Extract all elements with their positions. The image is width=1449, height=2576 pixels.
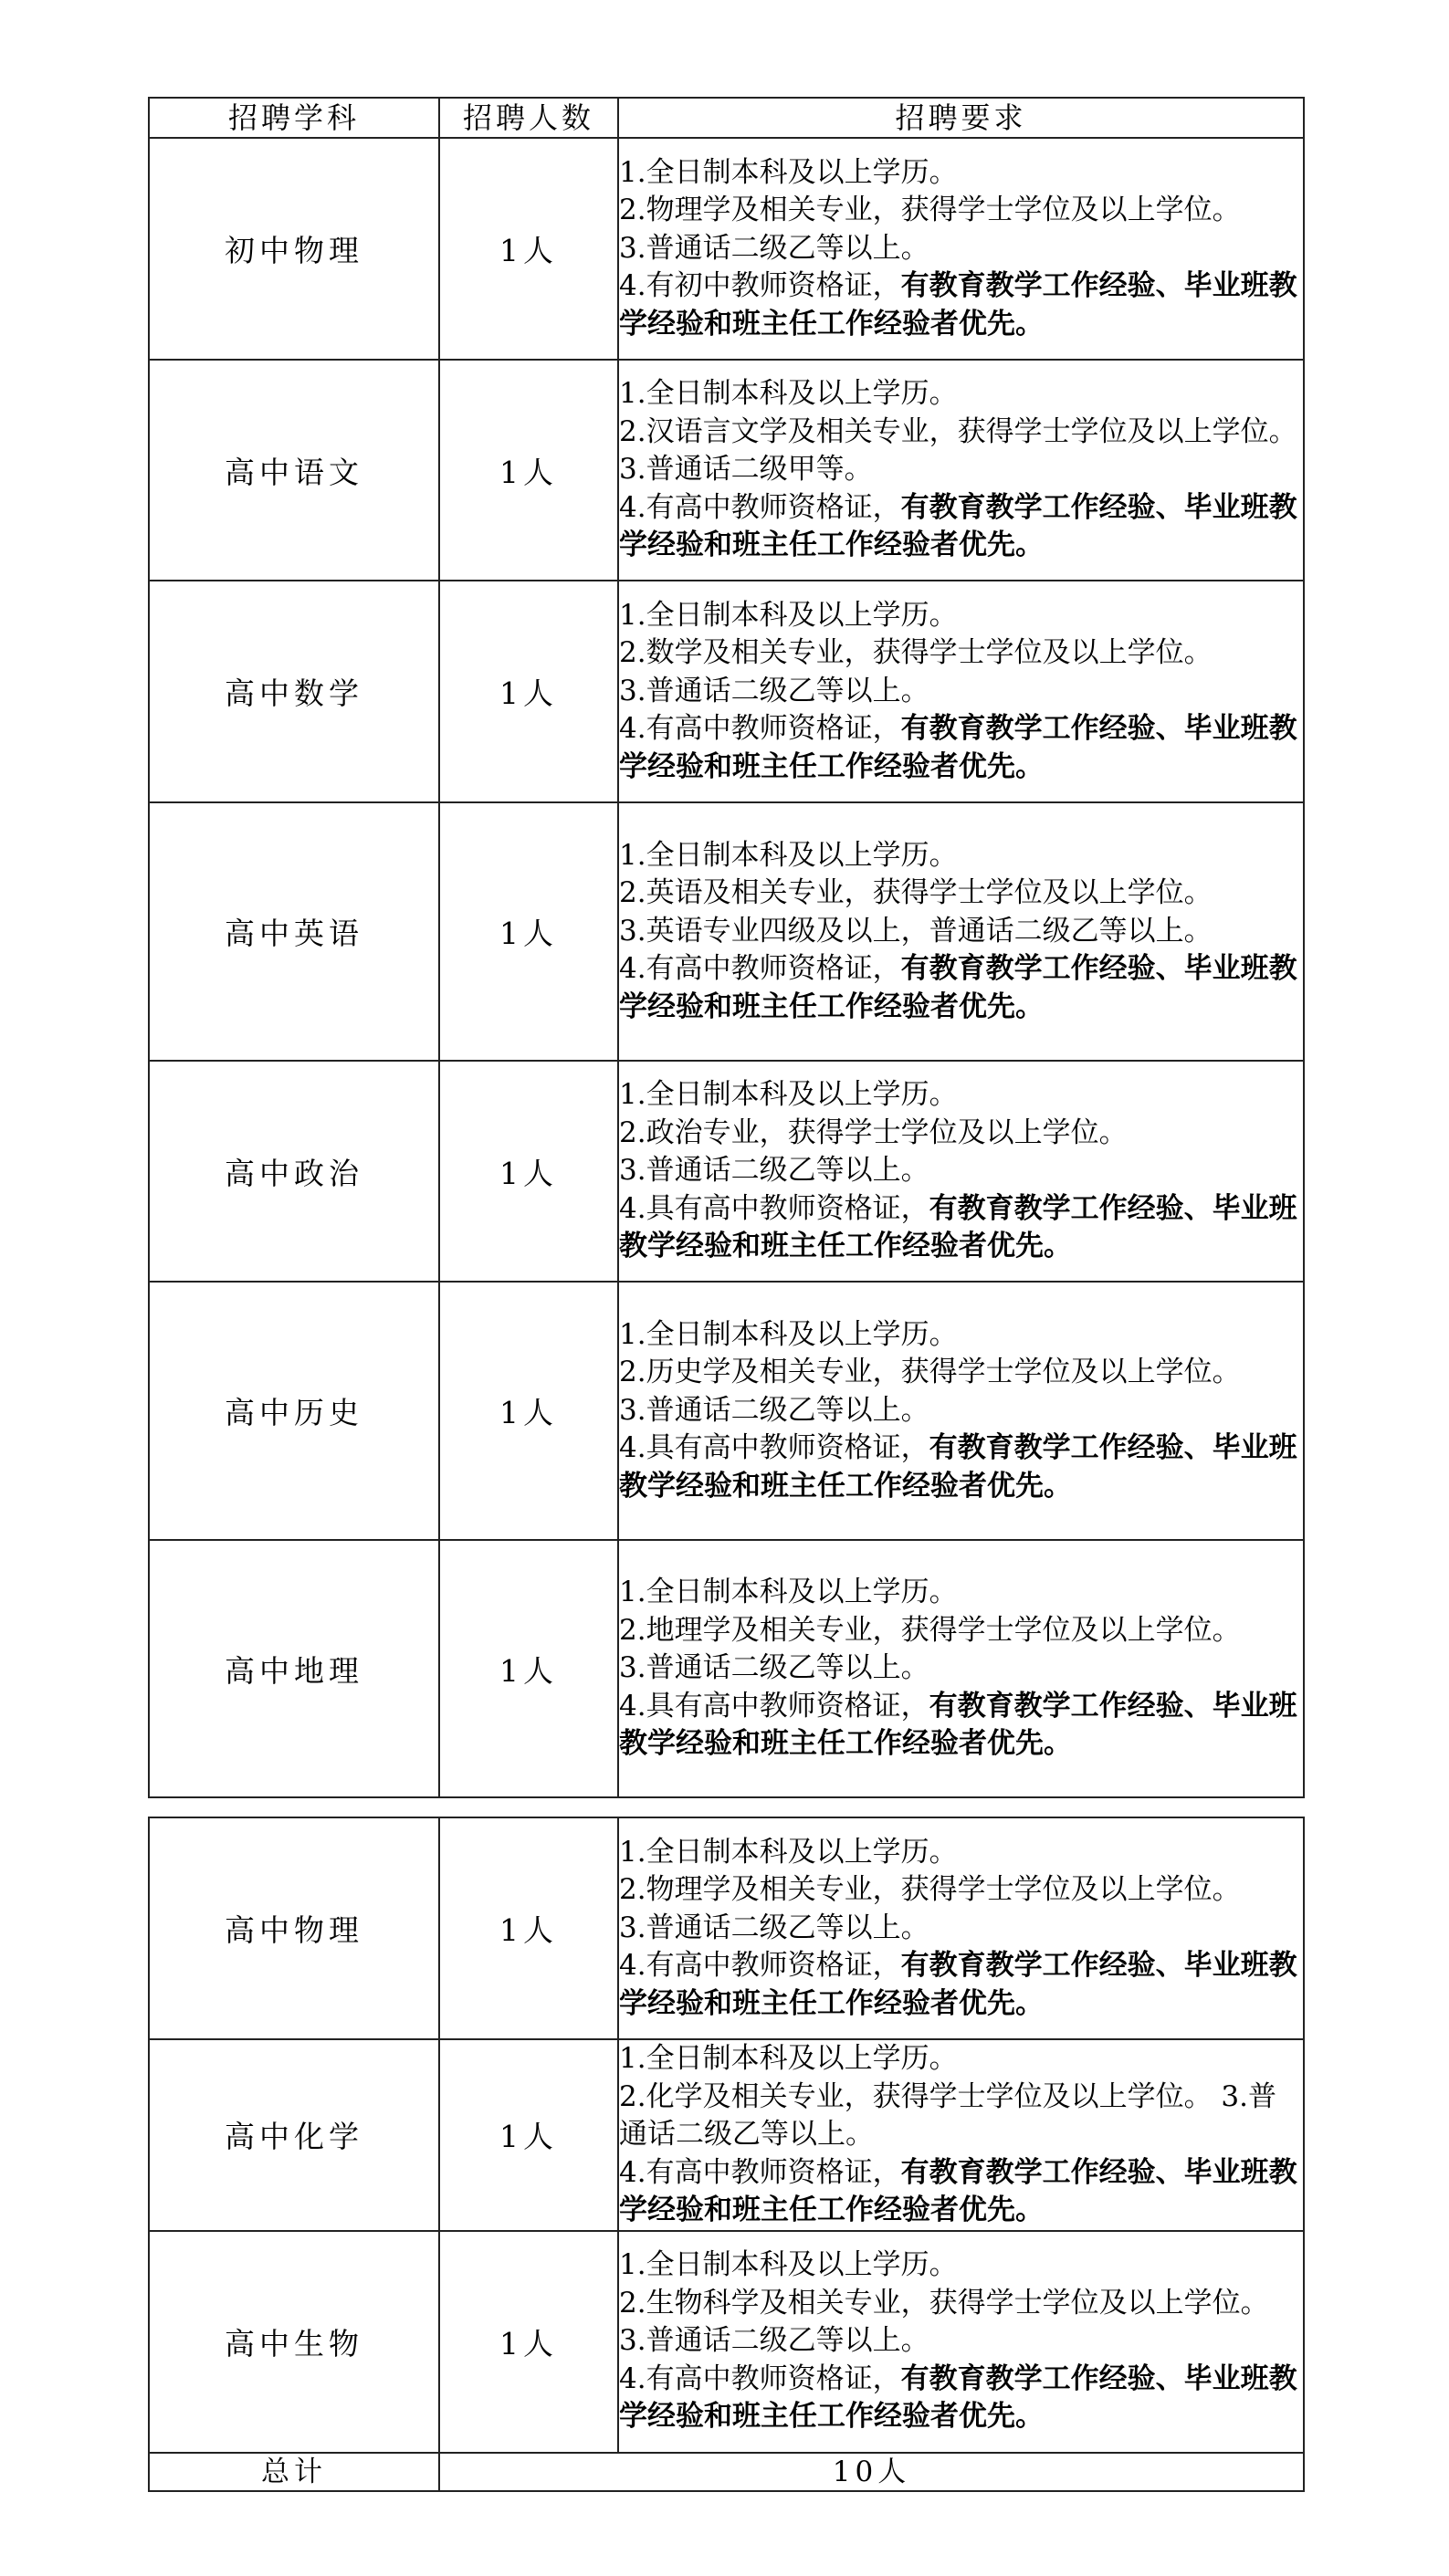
count-cell: 1人 [439,581,618,802]
req-line: 1.全日制本科及以上学历。 [619,838,958,872]
req-line: 2.生物科学及相关专业，获得学士学位及以上学位。 [619,2286,1269,2319]
req-line: 1.全日制本科及以上学历。 [619,155,958,189]
count-cell: 1人 [439,2231,618,2453]
table-row [149,138,1304,360]
subject-cell: 初中物理 [149,138,439,360]
subject-cell: 高中历史 [149,1282,439,1540]
req-line: 3.普通话二级乙等以上。 [619,1651,929,1685]
requirements-cell [618,138,1304,360]
recruitment-table-main [148,97,1305,1798]
count-cell: 1人 [439,2039,618,2231]
req-line: 1.全日制本科及以上学历。 [619,1317,958,1351]
subject-cell: 高中语文 [149,360,439,581]
req-line: 4.有高中教师资格证，有教育教学工作经验、毕业班教学经验和班主任工作经验者优先。 [619,2155,1297,2226]
req-line: 4.具有高中教师资格证，有教育教学工作经验、毕业班教学经验和班主任工作经验者优先。 [619,1431,1297,1503]
preferred-note: 有教育教学工作经验、毕业班教学经验和班主任工作经验者优先。 [619,269,1297,340]
req-line: 2.政治专业，获得学士学位及以上学位。 [619,1115,1128,1149]
preferred-note: 有教育教学工作经验、毕业班教学经验和班主任工作经验者优先。 [619,712,1297,783]
req-line: 4.有高中教师资格证，有教育教学工作经验、毕业班教学经验和班主任工作经验者优先。 [619,712,1297,783]
table-row [149,581,1304,802]
requirements-cell [618,581,1304,802]
req-line: 4.有高中教师资格证，有教育教学工作经验、毕业班教学经验和班主任工作经验者优先。 [619,490,1297,562]
table-row [149,1061,1304,1282]
table-row [149,360,1304,581]
req-line: 3.普通话二级乙等以上。 [619,1393,929,1427]
req-line: 1.全日制本科及以上学历。 [619,1835,958,1869]
req-line: 4.有高中教师资格证，有教育教学工作经验、毕业班教学经验和班主任工作经验者优先。 [619,2361,1297,2434]
preferred-note: 有教育教学工作经验、毕业班教学经验和班主任工作经验者优先。 [619,952,1297,1023]
req-line: 3.英语专业四级及以上，普通话二级乙等以上。 [619,914,1213,948]
req-line: 4.具有高中教师资格证，有教育教学工作经验、毕业班教学经验和班主任工作经验者优先。 [619,1689,1297,1761]
req-line: 1.全日制本科及以上学历。 [619,2042,958,2075]
requirements-cell [618,802,1304,1061]
preferred-note: 有教育教学工作经验、毕业班教学经验和班主任工作经验者优先。 [619,1431,1297,1503]
req-line: 4.具有高中教师资格证，有教育教学工作经验、毕业班教学经验和班主任工作经验者优先。 [619,1191,1297,1263]
requirements-cell [618,360,1304,581]
header-count: 招聘人数 [439,98,618,138]
table-row [149,1540,1304,1797]
count-cell: 1人 [439,1282,618,1540]
req-line: 4.有高中教师资格证，有教育教学工作经验、毕业班教学经验和班主任工作经验者优先。 [619,1949,1297,2020]
req-line: 3.普通话二级乙等以上。 [619,1911,929,1944]
req-line: 2.地理学及相关专业，获得学士学位及以上学位。 [619,1613,1241,1647]
requirements-cell [618,2039,1304,2231]
req-line: 1.全日制本科及以上学历。 [619,377,958,411]
req-line: 2.物理学及相关专业，获得学士学位及以上学位。 [619,1873,1241,1907]
req-line: 2.化学及相关专业，获得学士学位及以上学位。 3.普通话二级乙等以上。 [619,2079,1277,2151]
preferred-note: 有教育教学工作经验、毕业班教学经验和班主任工作经验者优先。 [619,1949,1297,2020]
subject-cell: 高中物理 [149,1817,439,2039]
preferred-note: 有教育教学工作经验、毕业班教学经验和班主任工作经验者优先。 [619,1191,1297,1263]
req-line: 3.普通话二级乙等以上。 [619,2324,929,2358]
subject-cell: 高中数学 [149,581,439,802]
subject-cell: 高中化学 [149,2039,439,2231]
req-line: 3.普通话二级甲等。 [619,453,873,487]
count-cell: 1人 [439,1540,618,1797]
preferred-note: 有教育教学工作经验、毕业班教学经验和班主任工作经验者优先。 [619,2361,1297,2434]
req-line: 4.有高中教师资格证，有教育教学工作经验、毕业班教学经验和班主任工作经验者优先。 [619,952,1297,1023]
req-line: 3.普通话二级乙等以上。 [619,1154,929,1188]
total-row [149,2453,1304,2491]
req-line: 2.历史学及相关专业，获得学士学位及以上学位。 [619,1356,1241,1389]
req-line: 4.有初中教师资格证，有教育教学工作经验、毕业班教学经验和班主任工作经验者优先。 [619,269,1297,340]
req-line: 2.物理学及相关专业，获得学士学位及以上学位。 [619,194,1241,227]
count-cell: 1人 [439,802,618,1061]
table-row [149,2039,1304,2231]
recruitment-table-continued [148,1817,1305,2492]
subject-cell: 高中英语 [149,802,439,1061]
req-line: 1.全日制本科及以上学历。 [619,598,958,632]
count-cell: 1人 [439,1817,618,2039]
requirements-cell [618,1061,1304,1282]
table-header-row [149,98,1304,138]
subject-cell: 高中政治 [149,1061,439,1282]
table-row [149,1282,1304,1540]
requirements-cell [618,2231,1304,2453]
requirements-cell [618,1817,1304,2039]
count-cell: 1人 [439,1061,618,1282]
requirements-cell [618,1540,1304,1797]
count-cell: 1人 [439,138,618,360]
header-requirements: 招聘要求 [618,98,1304,138]
table-row [149,2231,1304,2453]
preferred-note: 有教育教学工作经验、毕业班教学经验和班主任工作经验者优先。 [619,1689,1297,1761]
subject-cell: 高中地理 [149,1540,439,1797]
req-line: 3.普通话二级乙等以上。 [619,674,929,707]
preferred-note: 有教育教学工作经验、毕业班教学经验和班主任工作经验者优先。 [619,2155,1297,2226]
req-line: 3.普通话二级乙等以上。 [619,231,929,265]
count-cell: 1人 [439,360,618,581]
req-line: 1.全日制本科及以上学历。 [619,1576,958,1609]
requirements-cell [618,1282,1304,1540]
table-row [149,1817,1304,2039]
preferred-note: 有教育教学工作经验、毕业班教学经验和班主任工作经验者优先。 [619,490,1297,562]
total-label: 总计 [149,2453,439,2491]
req-line: 2.汉语言文学及相关专业，获得学士学位及以上学位。 [619,414,1297,448]
header-subject: 招聘学科 [149,98,439,138]
subject-cell: 高中生物 [149,2231,439,2453]
req-line: 1.全日制本科及以上学历。 [619,1078,958,1112]
total-value: 10人 [439,2453,1304,2491]
req-line: 2.英语及相关专业，获得学士学位及以上学位。 [619,876,1213,910]
req-line: 1.全日制本科及以上学历。 [619,2248,958,2282]
req-line: 2.数学及相关专业，获得学士学位及以上学位。 [619,636,1213,670]
table-row [149,802,1304,1061]
